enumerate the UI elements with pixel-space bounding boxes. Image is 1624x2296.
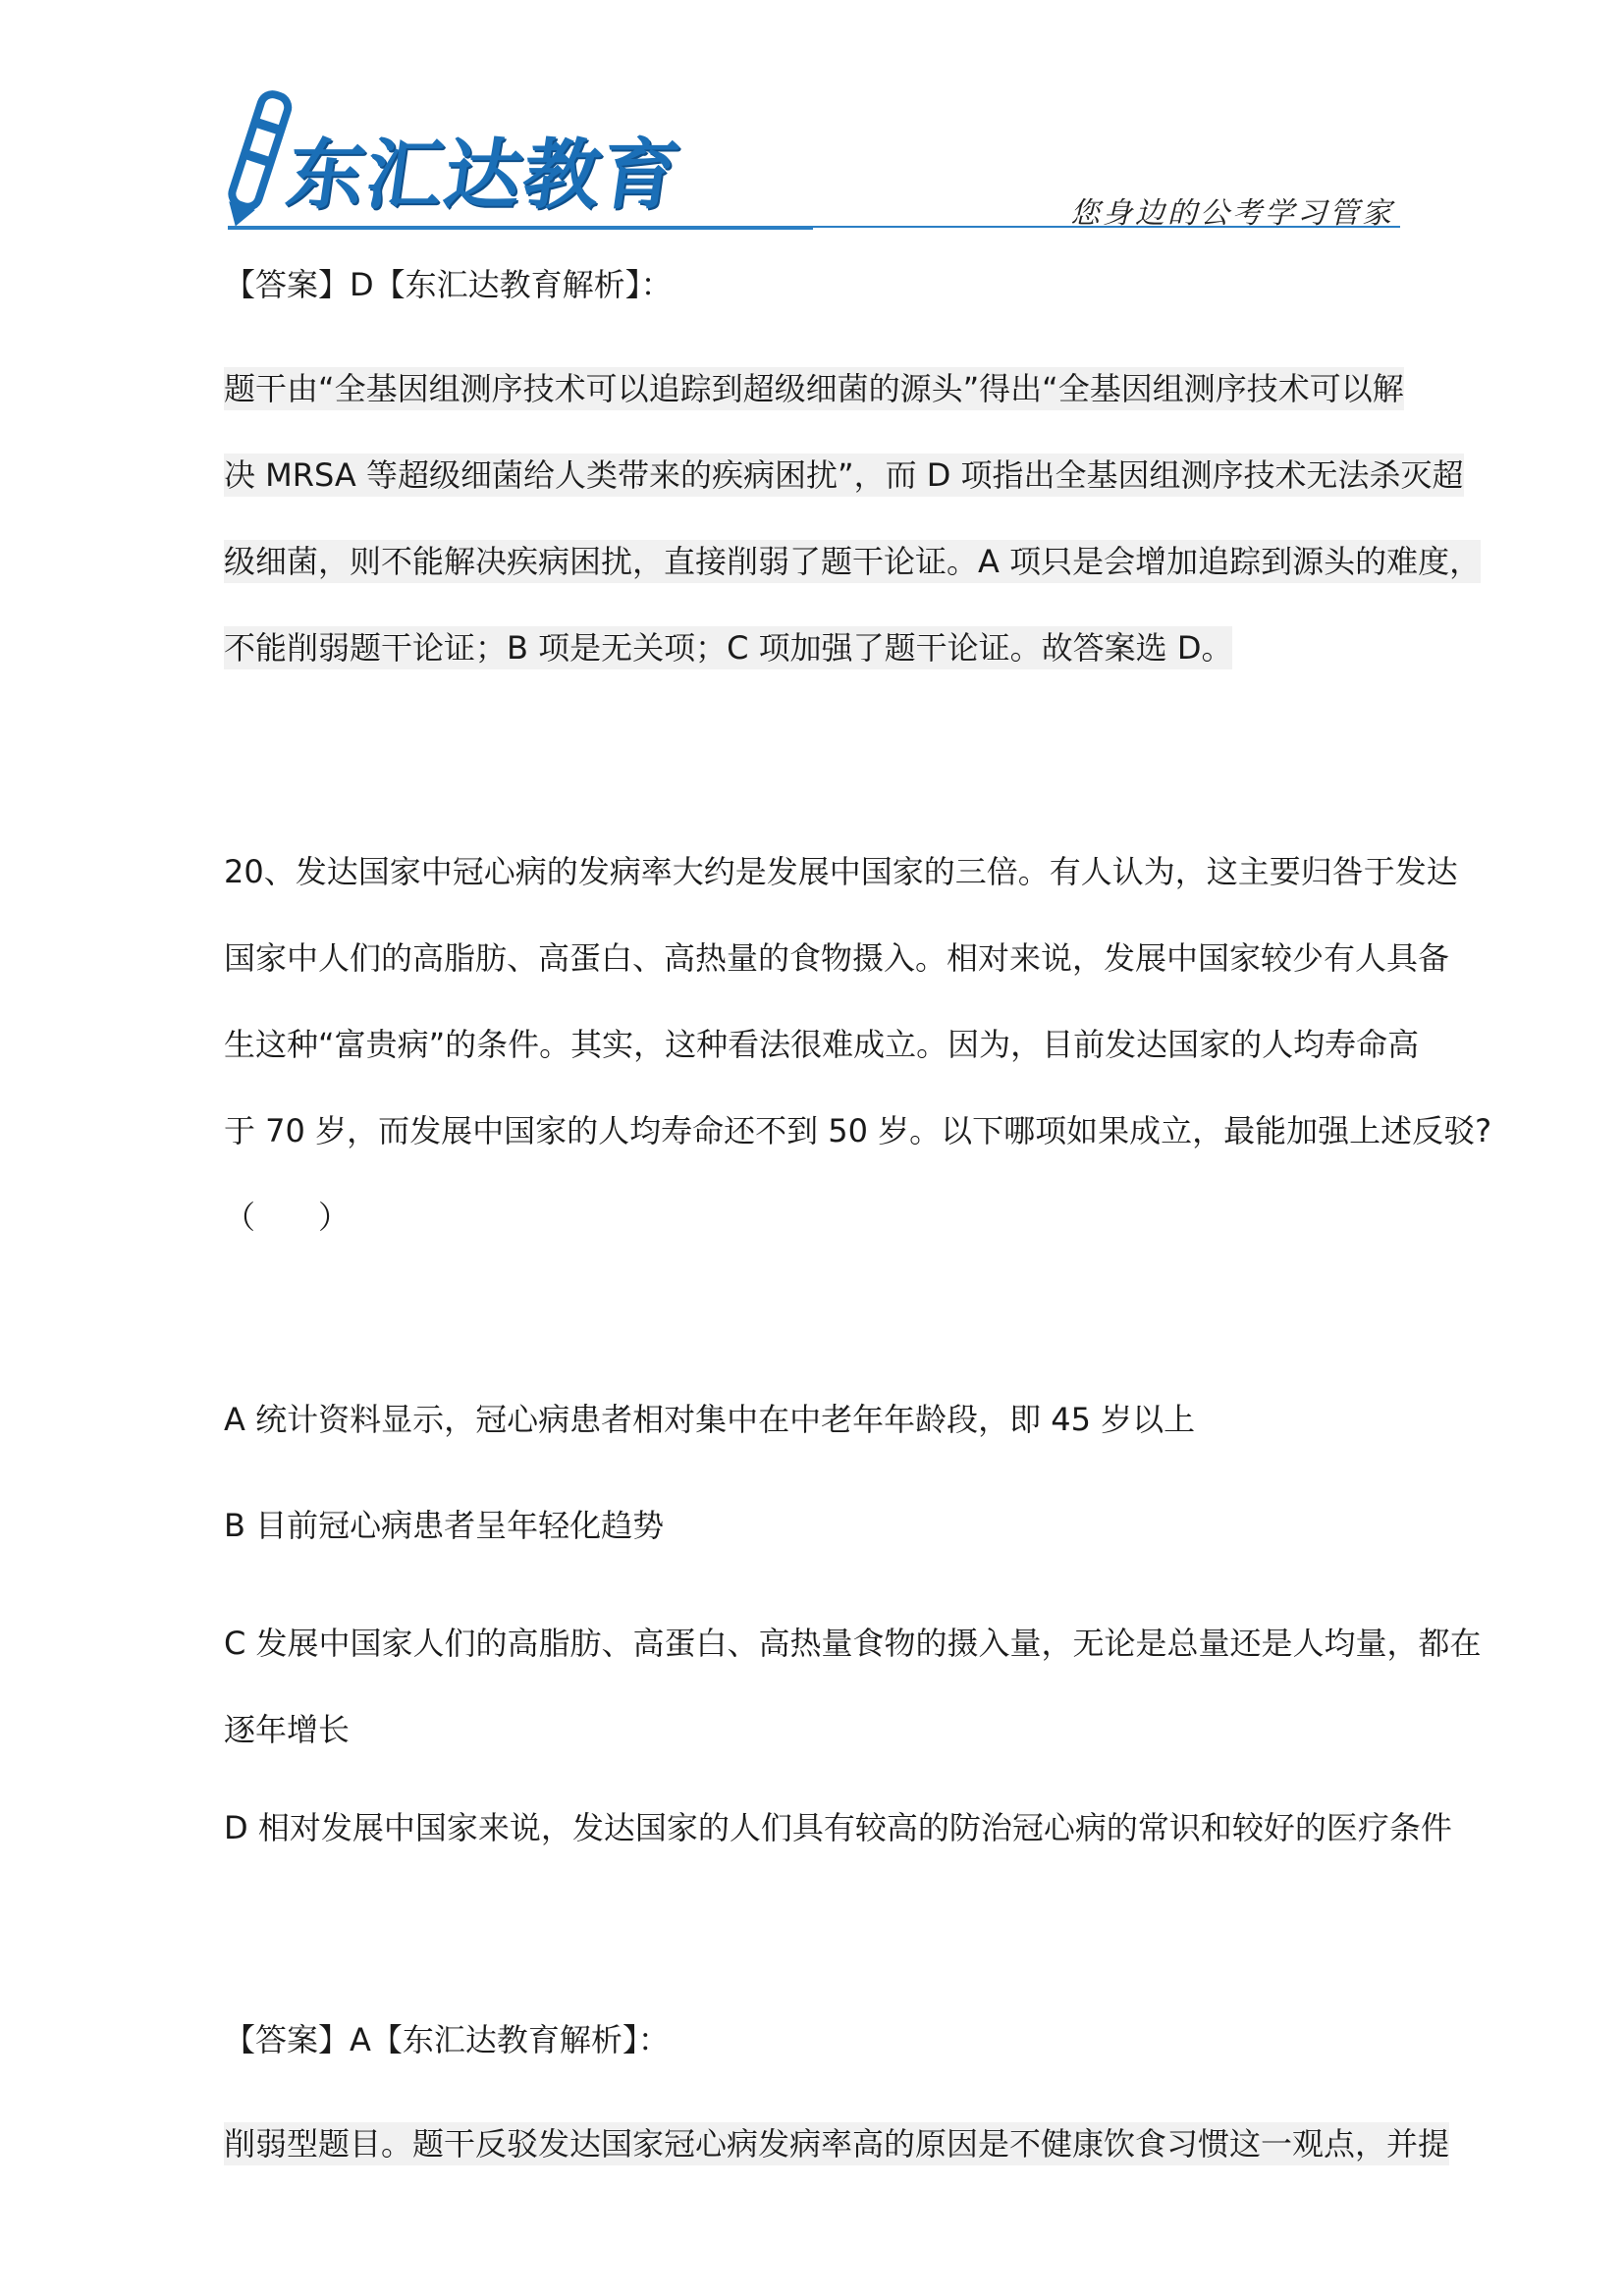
header-divider <box>228 226 813 230</box>
option-a: A 统计资料显示，冠心病患者相对集中在中老年年龄段，即 45 岁以上 <box>224 1401 1196 1438</box>
q20-answer-blank: （ ） <box>224 1199 351 1236</box>
option-d: D 相对发展中国家来说，发达国家的人们具有较高的防治冠心病的常识和较好的医疗条件 <box>224 1809 1452 1846</box>
q20-stem-line: 20、发达国家中冠心病的发病率大约是发展中国家的三倍。有人认为，这主要归咎于发达 <box>224 853 1458 890</box>
option-c-continued: 逐年增长 <box>224 1711 351 1748</box>
option-c: C 发展中国家人们的高脂肪、高蛋白、高热量食物的摄入量，无论是总量还是人均量，都在 <box>224 1625 1482 1662</box>
q19-analysis-line: 不能削弱题干论证；B 项是无关项；C 项加强了题干论证。故答案选 D。 <box>224 626 1232 669</box>
q19-analysis-line: 级细菌，则不能解决疾病困扰，直接削弱了题干论证。A 项只是会增加追踪到源头的难度， <box>224 540 1481 583</box>
logo-text: 东汇达教育 <box>281 132 687 220</box>
brand-logo <box>218 84 817 234</box>
q19-analysis-line: 决 MRSA 等超级细菌给人类带来的疾病困扰”，而 D 项指出全基因组测序技术无法杀灭超 <box>224 454 1464 497</box>
header-slogan: 您身边的公考学习管家 <box>1070 196 1394 231</box>
q20-stem-line: 国家中人们的高脂肪、高蛋白、高热量的食物摄入。相对来说，发展中国家较少有人具备 <box>224 939 1450 977</box>
q19-analysis-line: 题干由“全基因组测序技术可以追踪到超级细菌的源头”得出“全基因组测序技术可以解 <box>224 367 1404 410</box>
q20-stem-line: 生这种“富贵病”的条件。其实，这种看法很难成立。因为，目前发达国家的人均寿命高 <box>224 1026 1420 1063</box>
q19-answer-heading: 【答案】D【东汇达教育解析】： <box>224 266 673 303</box>
option-b: B 目前冠心病患者呈年轻化趋势 <box>224 1507 665 1544</box>
q20-answer-heading: 【答案】A【东汇达教育解析】： <box>224 2021 670 2058</box>
q20-stem-line: 于 70 岁，而发展中国家的人均寿命还不到 50 岁。以下哪项如果成立，最能加强上述反驳? <box>224 1112 1492 1149</box>
q20-analysis-line: 削弱型题目。题干反驳发达国家冠心病发病率高的原因是不健康饮食习惯这一观点，并提 <box>224 2122 1449 2165</box>
